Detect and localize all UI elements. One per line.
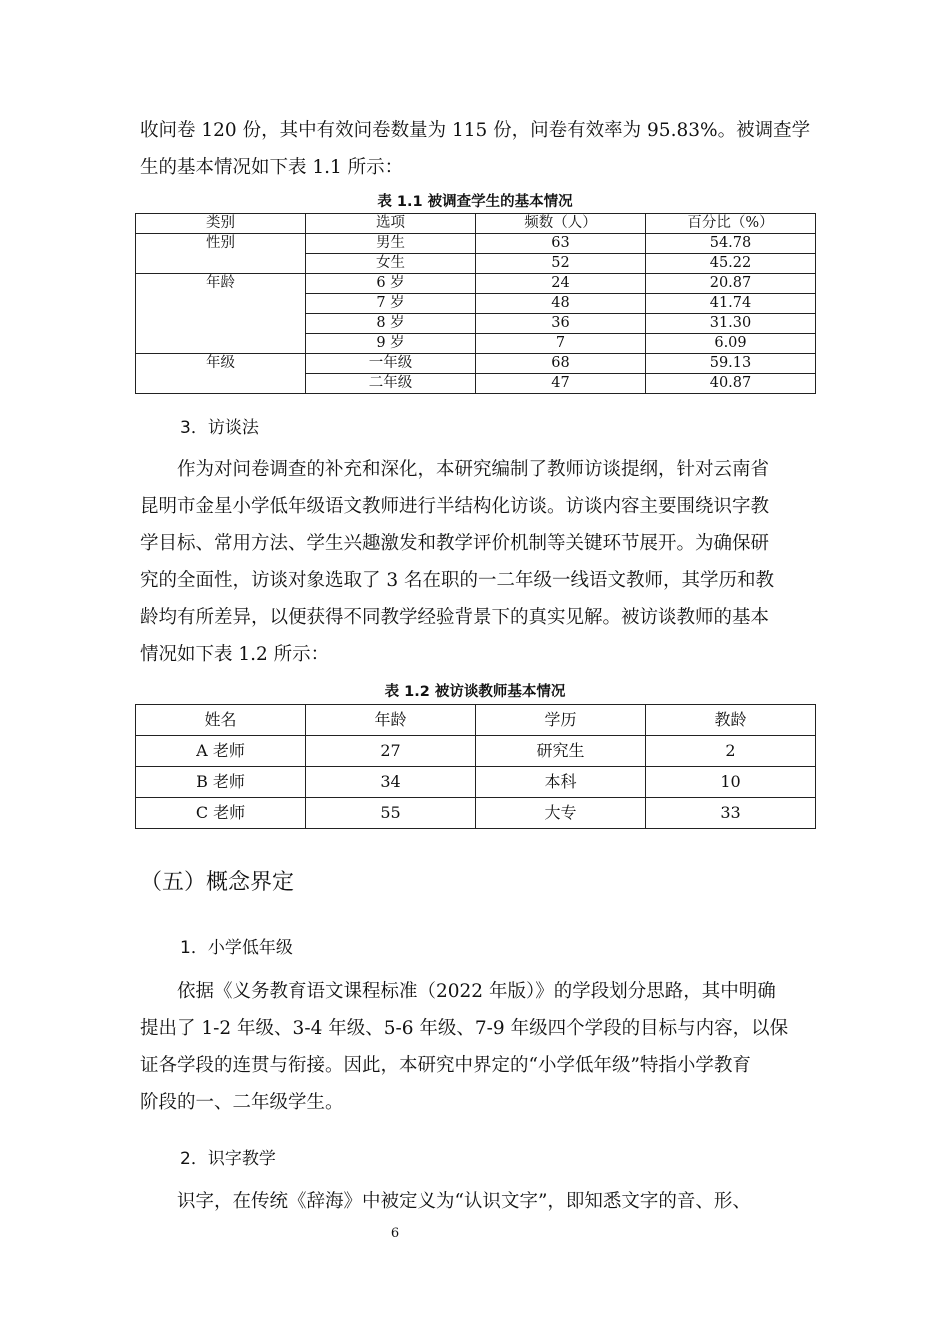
table-cell: 大专 [476, 798, 646, 829]
table-cell: 24 [476, 274, 646, 294]
table-cell: 2 [646, 736, 816, 767]
table-cell: 59.13 [646, 354, 816, 374]
text-line: 依据《义务教育语文课程标准（2022 年版）》的学段划分思路，其中明确 [177, 981, 776, 1002]
table-row [136, 767, 816, 798]
table2-caption: 表 1.2 被访谈教师基本情况 [384, 684, 566, 700]
table-cell: 8 岁 [306, 314, 476, 334]
low-grade-paragraph [140, 973, 815, 1121]
table-row [136, 798, 816, 829]
header-cell: 频数（人） [476, 214, 646, 234]
table-cell: 男生 [306, 234, 476, 254]
table-cell: 54.78 [646, 234, 816, 254]
category-cell: 年级 [136, 354, 306, 394]
table-cell: 41.74 [646, 294, 816, 314]
low-grade-heading: 1．小学低年级 [180, 938, 293, 958]
table-cell: 研究生 [476, 736, 646, 767]
header-cell: 年龄 [306, 705, 476, 736]
table-header-row [136, 705, 816, 736]
text-line: 识字，在传统《辞海》中被定义为“认识文字”，即知悉文字的音、形、 [177, 1191, 751, 1212]
page-number: 6 [390, 1226, 400, 1241]
intro-paragraph [140, 112, 815, 186]
literacy-heading: 2．识字教学 [180, 1149, 276, 1169]
table-header-row [136, 214, 816, 234]
table-cell: 二年级 [306, 374, 476, 394]
header-cell: 百分比（%） [646, 214, 816, 234]
table-cell: A 老师 [136, 736, 306, 767]
table-cell: 6 岁 [306, 274, 476, 294]
header-cell: 选项 [306, 214, 476, 234]
header-cell: 学历 [476, 705, 646, 736]
table-cell: 34 [306, 767, 476, 798]
table1-caption: 表 1.1 被调查学生的基本情况 [377, 194, 573, 210]
table-cell: 7 [476, 334, 646, 354]
header-cell: 教龄 [646, 705, 816, 736]
interview-heading: 3．访谈法 [180, 418, 259, 438]
table-cell: 31.30 [646, 314, 816, 334]
text-line: 阶段的一、二年级学生。 [140, 1092, 344, 1113]
text-line: 龄均有所差异，以便获得不同教学经验背景下的真实见解。被访谈教师的基本 [140, 607, 770, 628]
category-cell: 性别 [136, 234, 306, 274]
text-line: 作为对问卷调查的补充和深化，本研究编制了教师访谈提纲，针对云南省 [177, 459, 770, 480]
text-line: 情况如下表 1.2 所示： [140, 644, 330, 665]
text-line: 学目标、常用方法、学生兴趣激发和教学评价机制等关键环节展开。为确保研 [140, 533, 770, 554]
table-cell: 6.09 [646, 334, 816, 354]
table-cell: 20.87 [646, 274, 816, 294]
header-cell: 姓名 [136, 705, 306, 736]
text-line: 证各学段的连贯与衔接。因此，本研究中界定的“小学低年级”特指小学教育 [140, 1055, 751, 1076]
text-line: 生的基本情况如下表 1.1 所示： [140, 157, 404, 178]
table-row [136, 274, 816, 294]
text-line: 究的全面性，访谈对象选取了 3 名在职的一二年级一线语文教师，其学历和教 [140, 570, 775, 591]
table-cell: 63 [476, 234, 646, 254]
table-cell: 47 [476, 374, 646, 394]
student-info-table [135, 213, 816, 394]
table-cell: 55 [306, 798, 476, 829]
text-line: 昆明市金星小学低年级语文教师进行半结构化访谈。访谈内容主要围绕识字教 [140, 496, 770, 517]
text-line: 收问卷 120 份，其中有效问卷数量为 115 份，问卷有效率为 95.83%。被调查学 [140, 120, 811, 141]
text-line: 提出了 1-2 年级、3-4 年级、5-6 年级、7-9 年级四个学段的目标与内容，以保 [140, 1018, 789, 1039]
table-cell: 本科 [476, 767, 646, 798]
table-cell: 52 [476, 254, 646, 274]
table-cell: 48 [476, 294, 646, 314]
table-cell: 45.22 [646, 254, 816, 274]
table-cell: B 老师 [136, 767, 306, 798]
table-cell: 36 [476, 314, 646, 334]
section-heading: （五）概念界定 [140, 870, 295, 895]
table-cell: 9 岁 [306, 334, 476, 354]
table-row [136, 234, 816, 254]
literacy-paragraph [140, 1183, 815, 1220]
table-row [136, 354, 816, 374]
table-cell: 女生 [306, 254, 476, 274]
table-cell: C 老师 [136, 798, 306, 829]
table-cell: 68 [476, 354, 646, 374]
table-cell: 27 [306, 736, 476, 767]
interview-paragraph [140, 451, 815, 673]
table-row [136, 736, 816, 767]
category-cell: 年龄 [136, 274, 306, 354]
table-cell: 一年级 [306, 354, 476, 374]
header-cell: 类别 [136, 214, 306, 234]
table-cell: 33 [646, 798, 816, 829]
table-cell: 10 [646, 767, 816, 798]
table-cell: 40.87 [646, 374, 816, 394]
teacher-info-table [135, 704, 816, 829]
table-cell: 7 岁 [306, 294, 476, 314]
